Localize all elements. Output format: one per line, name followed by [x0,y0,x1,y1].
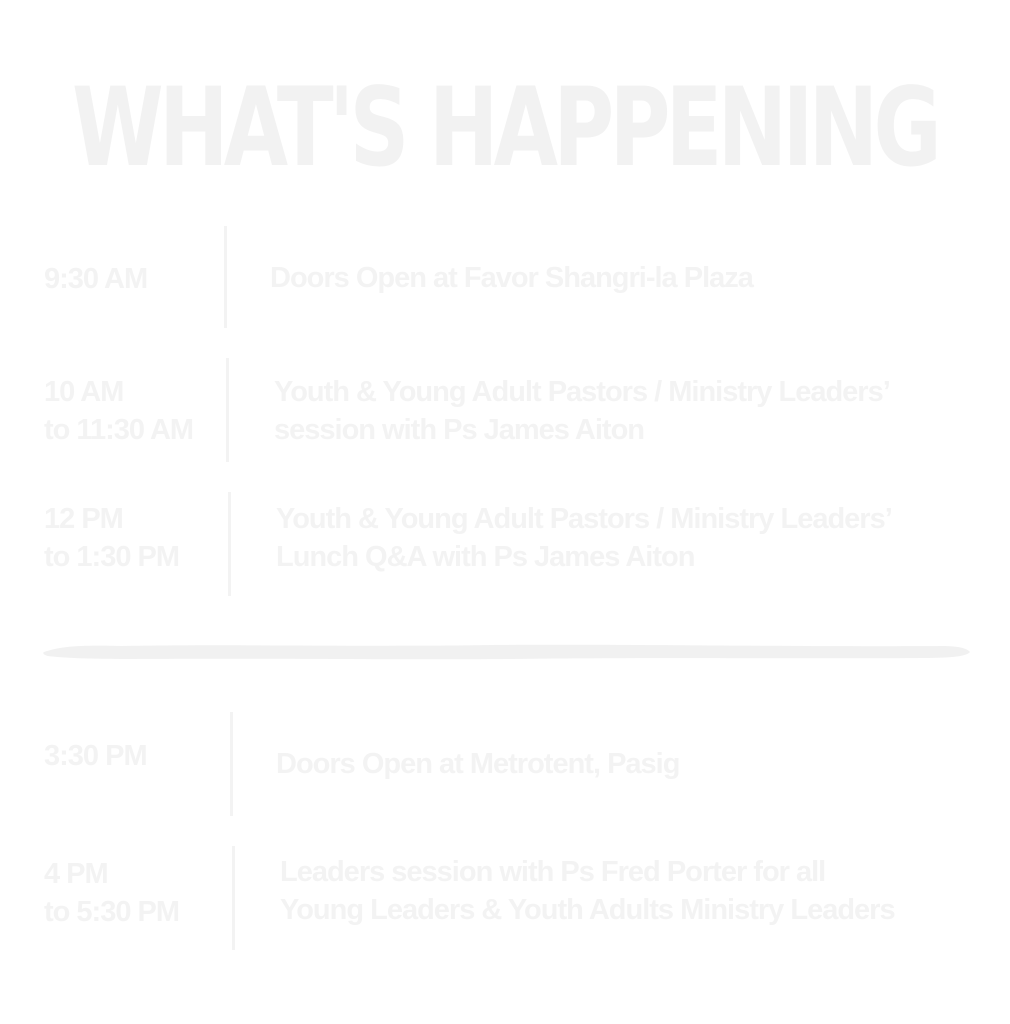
event-time-start: 4 PM [44,858,108,890]
event-description [276,500,892,576]
event-time-start: 12 PM [44,503,123,535]
event-time [44,855,179,931]
event-description-line: Leaders session with Ps Fred Porter for all [280,856,826,888]
event-description-line: session with Ps James Aiton [274,414,644,446]
event-description-line: Lunch Q&A with Ps James Aiton [276,541,695,573]
event-time [44,500,179,576]
event-description [280,853,895,929]
event-time-end: to 5:30 PM [44,896,180,928]
event-time-start: 9:30 AM [44,263,148,295]
event-description-line: Youth & Young Adult Pastors / Ministry Leaders’ [276,503,892,535]
row-divider [224,226,227,328]
event-time [44,260,147,298]
row-divider [228,492,231,596]
event-time [44,737,147,775]
row-divider [230,712,233,816]
event-description-line: Doors Open at Favor Shangri-la Plaza [270,262,753,294]
event-time [44,373,193,449]
event-time-end: to 1:30 PM [44,541,180,573]
page-title: WHAT'S HAPPENING [72,62,937,192]
event-description [274,373,890,449]
event-description-line: Youth & Young Adult Pastors / Ministry Leaders’ [274,376,890,408]
event-description [270,259,753,297]
event-description-line: Young Leaders & Youth Adults Ministry Leaders [280,894,895,926]
brush-stroke-divider [42,640,972,664]
event-description [276,745,679,783]
event-time-start: 3:30 PM [44,740,147,772]
event-time-end: to 11:30 AM [44,414,194,446]
event-description-line: Doors Open at Metrotent, Pasig [276,748,680,780]
row-divider [232,846,235,950]
event-time-start: 10 AM [44,376,124,408]
row-divider [226,358,229,462]
